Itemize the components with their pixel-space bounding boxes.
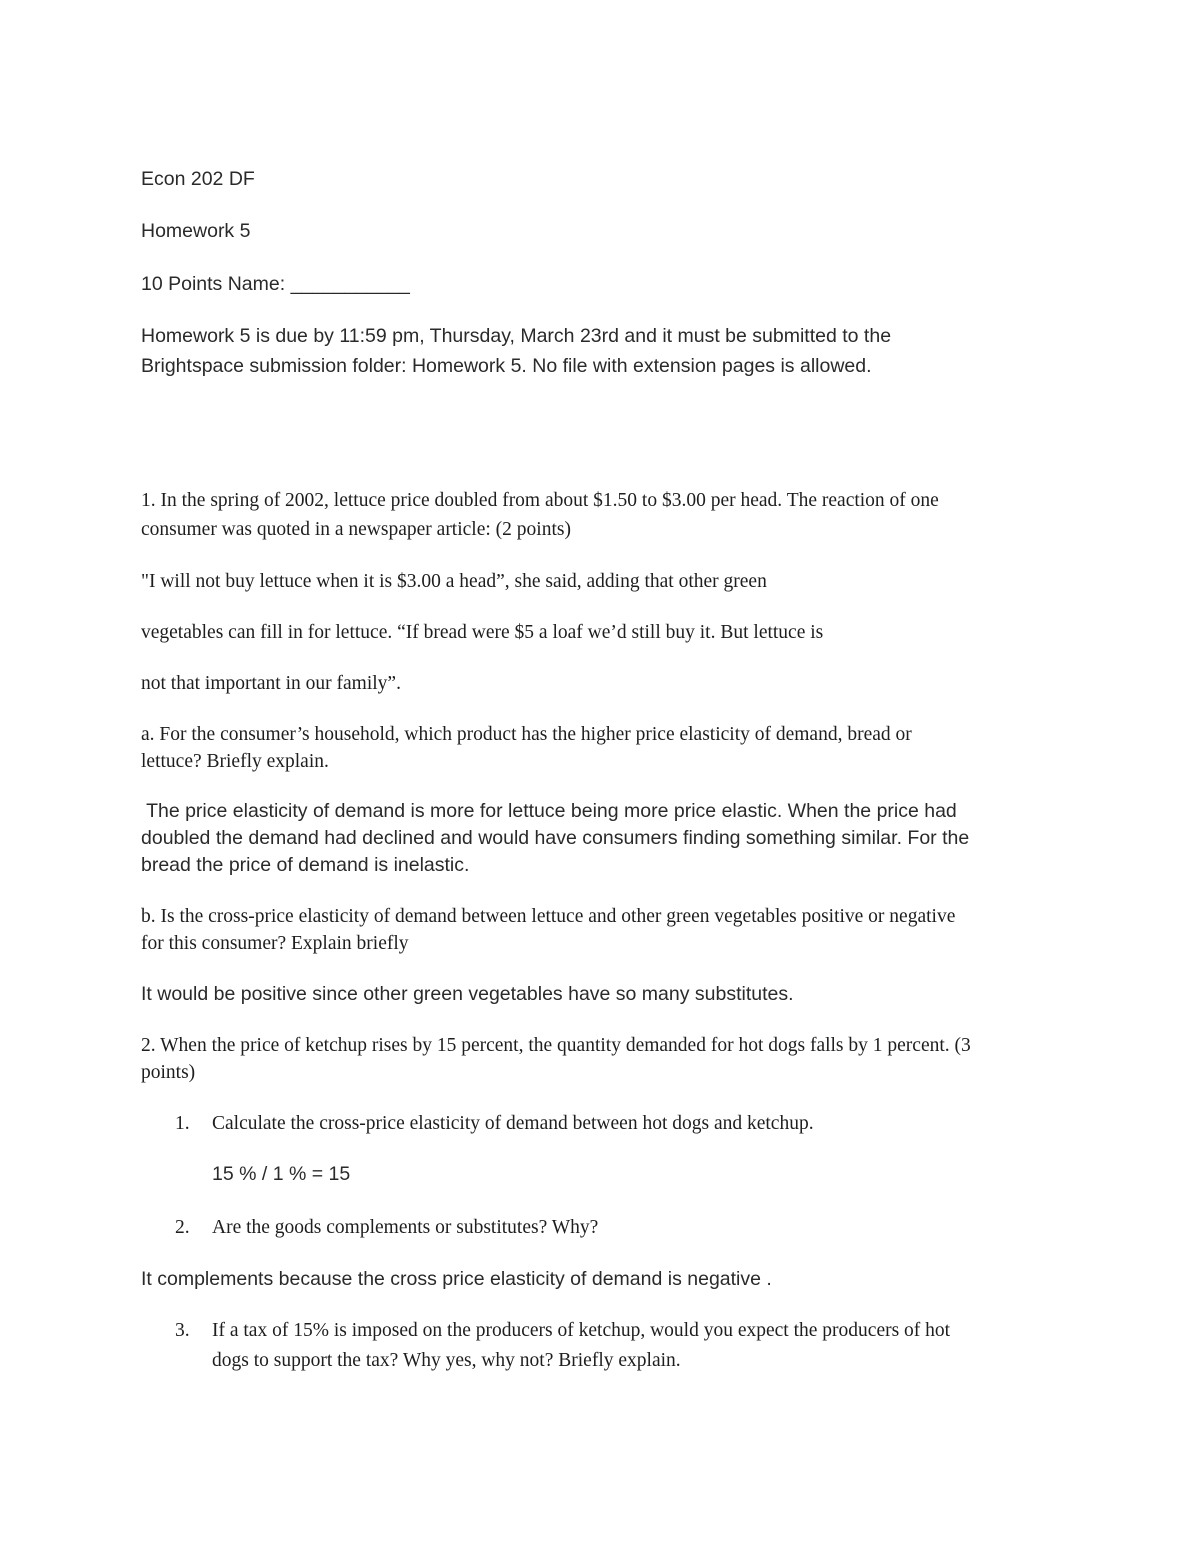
q2-item-1-answer: 15 % / 1 % = 15: [212, 1163, 351, 1185]
q1-quote-line-3: not that important in our family”.: [141, 673, 401, 694]
q1-quote-line-1: "I will not buy lettuce when it is $3.00 a head”, she said, adding that other green: [141, 571, 767, 592]
q1-prompt-line-1: 1. In the spring of 2002, lettuce price doubled from about $1.50 to $3.00 per head. The reaction of one: [141, 490, 939, 511]
q1-quote-line-2: vegetables can fill in for lettuce. “If bread were $5 a loaf we’d still buy it. But lettuce is: [141, 622, 824, 643]
q1b-prompt-line-2: for this consumer? Explain briefly: [141, 933, 409, 954]
q2-item-2-text: Are the goods complements or substitutes? Why?: [212, 1217, 599, 1238]
q2-item-1-number: 1.: [175, 1113, 190, 1134]
q2-item-3-text-line-2: dogs to support the tax? Why yes, why not? Briefly explain.: [212, 1350, 681, 1371]
q2-item-2-answer: It complements because the cross price elasticity of demand is negative .: [141, 1268, 772, 1290]
q2-item-1-text: Calculate the cross-price elasticity of demand between hot dogs and ketchup.: [212, 1113, 814, 1134]
instructions-line-2: Brightspace submission folder: Homework 5. No file with extension pages is allowed.: [141, 355, 872, 377]
assignment-title: Homework 5: [141, 220, 251, 242]
q2-prompt-line-2: points): [141, 1062, 196, 1083]
q1a-answer-line-3: bread the price of demand is inelastic.: [141, 854, 470, 876]
q1a-answer-line-2: doubled the demand had declined and would have consumers finding something similar. For the: [141, 827, 970, 849]
q1a-answer-line-1: The price elasticity of demand is more for lettuce being more price elastic. When the price had: [141, 800, 957, 822]
points-name-line: 10 Points Name: ___________: [141, 273, 410, 295]
q1b-prompt-line-1: b. Is the cross-price elasticity of demand between lettuce and other green vegetables positive or negative: [141, 906, 956, 927]
q1a-prompt-line-2: lettuce? Briefly explain.: [141, 751, 329, 772]
q1a-prompt-line-1: a. For the consumer’s household, which product has the higher price elasticity of demand, bread or: [141, 724, 912, 745]
q2-item-3-number: 3.: [175, 1320, 190, 1341]
q1-prompt-line-2: consumer was quoted in a newspaper article: (2 points): [141, 519, 571, 540]
course-title: Econ 202 DF: [141, 168, 255, 190]
q1b-answer: It would be positive since other green vegetables have so many substitutes.: [141, 983, 794, 1005]
q2-prompt-line-1: 2. When the price of ketchup rises by 15 percent, the quantity demanded for hot dogs falls by 1 percent. (3: [141, 1035, 971, 1056]
q2-item-2-number: 2.: [175, 1217, 190, 1238]
instructions-line-1: Homework 5 is due by 11:59 pm, Thursday, March 23rd and it must be submitted to the: [141, 325, 892, 347]
q2-item-3-text-line-1: If a tax of 15% is imposed on the producers of ketchup, would you expect the producers of hot: [212, 1320, 951, 1341]
